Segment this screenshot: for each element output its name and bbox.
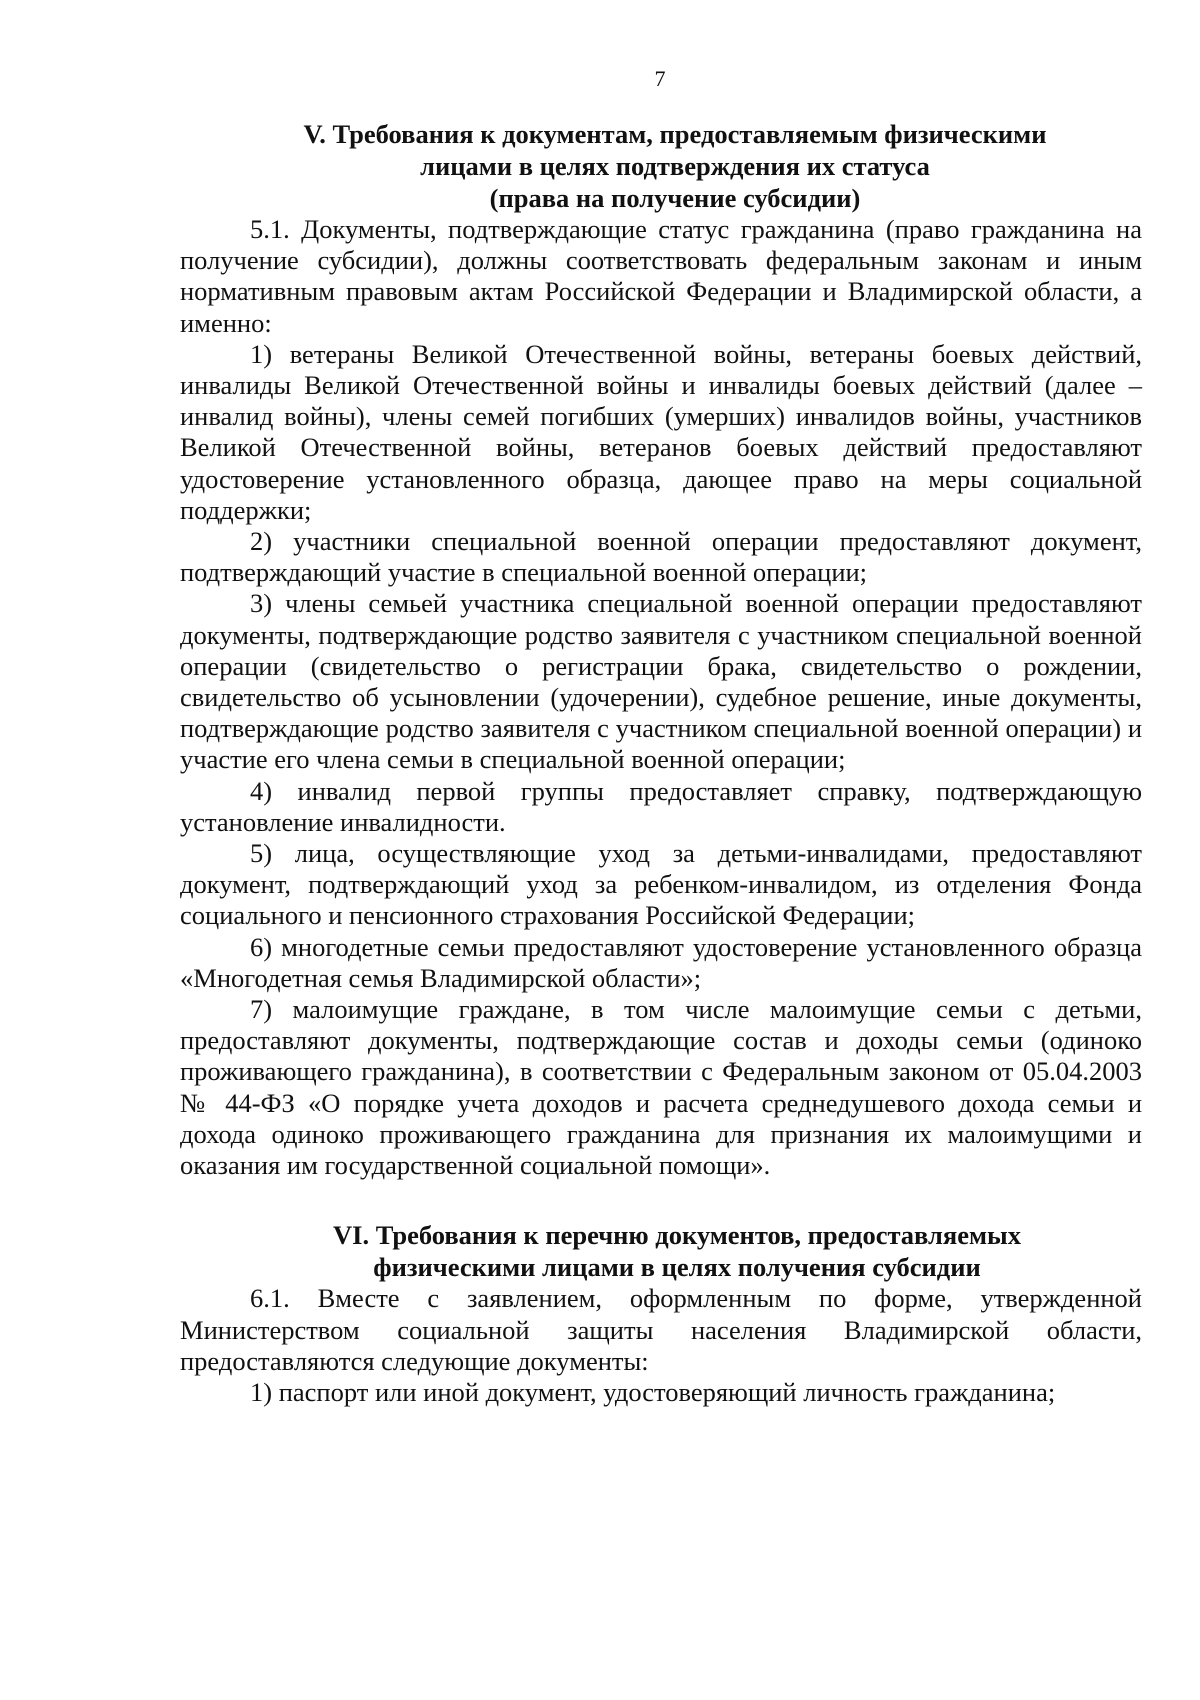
list-item-svo-family-members: 3) члены семьей участника специальной военной операции предоставляют документы, подтверждающие родство заявителя с участником специальной военной операции (свидетельство о регистрации брака, свидетельство о рождении, свидетельство об усыновлении (удочерении), судебное решение, иные документы, подтверждающие родство заявителя с участником специальной военной операции) и участие его члена семьи в специальной военной операции; [180,588,1142,775]
list-item-svo-participants: 2) участники специальной военной операции предоставляют документ, подтверждающий участие в специальной военной операции; [180,526,1142,588]
document-body [180,118,1142,1408]
list-item-low-income: 7) малоимущие граждане, в том числе малоимущие семьи с детьми, предоставляют документы, подтверждающие состав и доходы семьи (одиноко проживающего гражданина), в соответствии с Федеральным законом от 05.04.2003 № 44-ФЗ «О порядке учета доходов и расчета среднедушевого дохода семьи и дохода одиноко проживающего гражданина для признания их малоимущими и оказания им государственной социальной помощи». [180,994,1142,1181]
section-5-heading-line: V. Требования к документам, предоставляемым физическими [303,119,1047,149]
paragraph-6-1: 6.1. Вместе с заявлением, оформленным по форме, утвержденной Министерством социальной защиты населения Владимирской области, предоставляются следующие документы: [180,1283,1142,1376]
paragraph-5-1: 5.1. Документы, подтверждающие статус гражданина (право гражданина на получение субсидии), должны соответствовать федеральным законам и иным нормативным правовым актам Российской Федерации и Владимирской области, а именно: [180,214,1142,338]
section-6-heading [212,1219,1142,1283]
section-5-heading-line: (права на получение субсидии) [489,183,861,213]
list-item-large-families: 6) многодетные семьи предоставляют удостоверение установленного образца «Многодетная семья Владимирской области»; [180,931,1142,993]
list-item-veterans: 1) ветераны Великой Отечественной войны, ветераны боевых действий, инвалиды Великой Отечественной войны и инвалиды боевых действий (далее – инвалид войны), члены семей погибших (умерших) инвалидов войны, участников Великой Отечественной войны, ветеранов боевых действий предоставляют удостоверение установленного образца, дающее право на меры социальной поддержки; [180,338,1142,525]
list-item-disabled-first-group: 4) инвалид первой группы предоставляет справку, подтверждающую установление инвалидности. [180,775,1142,837]
section-5-heading-line: лицами в целях подтверждения их статуса [420,151,930,181]
list-item-passport: 1) паспорт или иной документ, удостоверяющий личность гражданина; [250,1376,1056,1407]
list-item-caregivers: 5) лица, осуществляющие уход за детьми-инвалидами, предоставляют документ, подтверждающий уход за ребенком-инвалидом, из отделения Фонда социального и пенсионного страхования Российской Федерации; [180,838,1142,931]
section-6-heading-line: физическими лицами в целях получения субсидии [373,1252,981,1283]
page-number: 7 [654,66,666,91]
section-5-heading [208,118,1142,214]
section-6-heading-line: VI. Требования к перечню документов, предоставляемых [333,1220,1021,1251]
